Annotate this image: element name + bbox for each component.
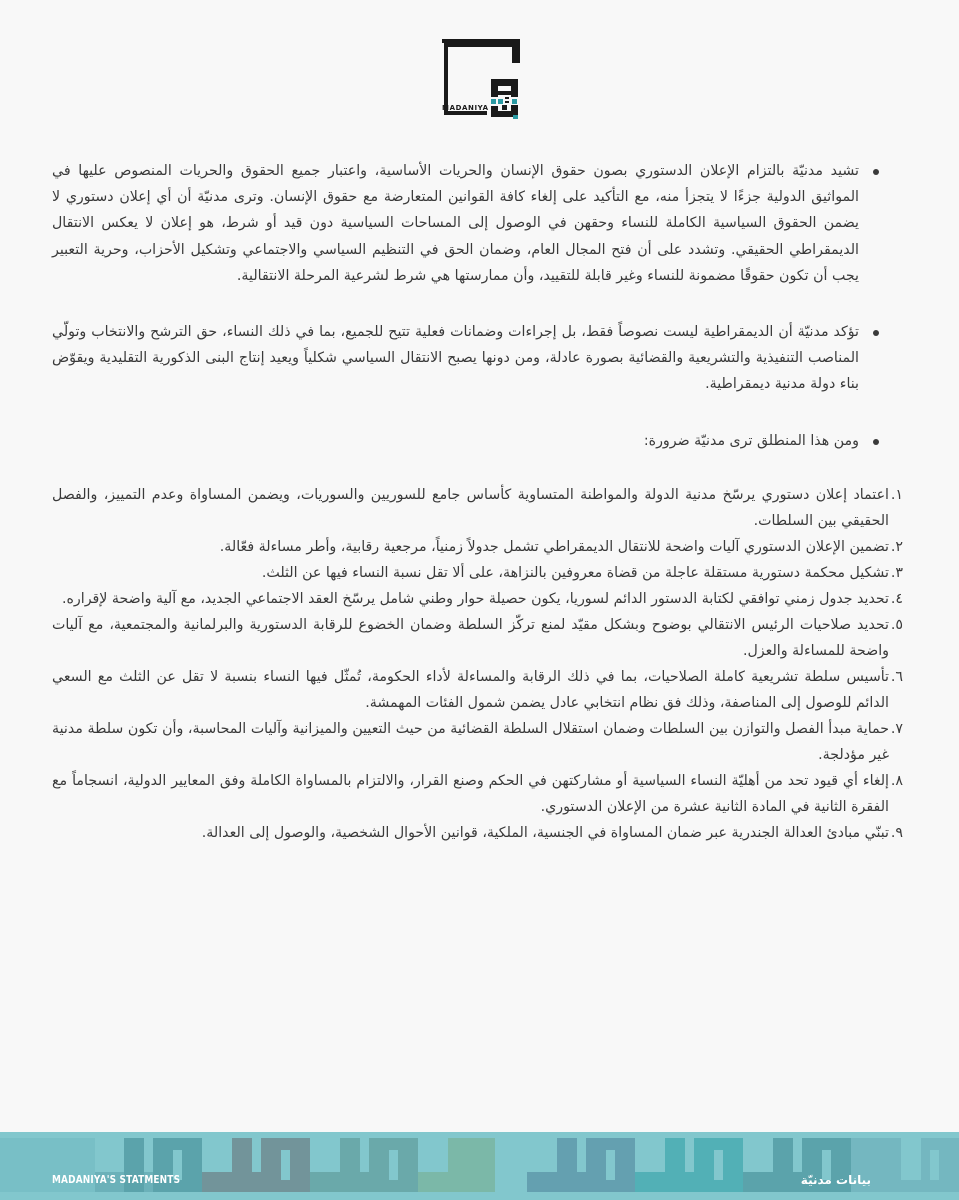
logo-brand-text: MADANIYA [442,104,489,112]
bullet-text: تشيد مدنيّة بالتزام الإعلان الدستوري بصون حقوق الإنسان والحريات الأساسية، واعتبار جميع الحقوق والحريات المنصوص عليها في المواثيق الدولية جزءًا لا يتجزأ منه، مع التأكيد على إلغاء كافة القوانين المتعارضة مع حقوق الإنسان. وترى مدنيّة أن أي إعلان دستوري لا يضمن الحقوق السياسية الكاملة للنساء وحقهن في الوصول إلى المساحات السياسية دون قيد أو شرط، هو إعلان لا يعكس الانتقال الديمقراطي الحقيقي. وتشدد على أن فتح المجال العام، وضمان الحق في التنظيم السياسي والاجتماعي وتشكيل الأحزاب، وحرية التعبير يجب أن تكون حقوقًا مضمونة للنساء وغير قابلة للتقييد، وأن ممارستها هي شرط لشرعية المرحلة الانتقالية. [52,163,859,284]
demand-number: ٨. [890,772,903,789]
demand-number: ٢. [890,538,903,555]
demand-item [52,586,903,612]
demand-text: حماية مبدأ الفصل والتوازن بين السلطات وضمان استقلال السلطة القضائية من حيث التعيين والميزانية وآليات المحاسبة، وأن تكون سلطة مدنية غير مؤدلجة. [52,720,889,763]
demand-text: تشكيل محكمة دستورية مستقلة عاجلة من قضاة معروفين بالنزاهة، على ألا تقل نسبة النساء فيها عن الثلث. [261,564,889,581]
bullet-list [52,158,881,454]
footer-kufic-pattern [0,1132,959,1200]
demand-item [52,820,903,846]
demand-item [52,534,903,560]
demand-number: ٧. [890,720,903,737]
demand-text: تأسيس سلطة تشريعية كاملة الصلاحيات، بما في ذلك الرقابة والمساءلة لأداء الحكومة، تُمثّل فيها النساء بنسبة لا تقل عن الثلث مع السعي الدائم للوصول إلى المناصفة، وذلك فق نظام انتخابي عادل يضمن شمول الفئات المهمشة. [52,668,889,711]
demand-item [52,716,903,768]
demand-text: تضمين الإعلان الدستوري آليات واضحة للانتقال الديمقراطي تشمل جدولاً زمنياً، مرجعية رقابية، وأطر مساءلة فعّالة. [219,538,889,555]
demands-list [52,482,903,846]
demand-number: ٤. [890,590,903,607]
bullet-item [52,158,881,289]
demand-text: اعتماد إعلان دستوري يرسّخ مدنية الدولة والمواطنة المتساوية كأساس جامع للسوريين والسوريات، ويضمن المساواة وعدم التمييز، والفصل الحقيقي بين السلطات. [52,486,889,529]
madaniya-logo [440,39,520,119]
statement-body [52,158,903,846]
footer-banner [0,1132,959,1200]
bullet-text: تؤكد مدنيّة أن الديمقراطية ليست نصوصاً فقط، بل إجراءات وضمانات فعلية تتيح للجميع، بما في ذلك النساء، حق الترشح والانتخاب وتولّي المناصب التنفيذية والتشريعية والقضائية بصورة عادلة، ومن دونها يصبح الانتقال السياسي شكلياً ويعيد إنتاج البنى الذكورية التقليدية ويقوّض بناء دولة مدنية ديمقراطية. [52,324,859,393]
demand-number: ١. [890,486,903,503]
demand-item [52,612,903,664]
bullet-text: ومن هذا المنطلق ترى مدنيّة ضرورة: [643,432,859,449]
demand-item [52,768,903,820]
bullet-item [52,428,881,454]
demand-number: ٩. [890,824,903,841]
footer-label-english: MADANIYA'S STATMENTS [52,1174,181,1186]
demand-number: ٦. [890,668,903,685]
demand-item [52,482,903,534]
bullet-dot-icon [873,439,879,445]
bullet-dot-icon [873,330,879,336]
demand-text: تحديد جدول زمني توافقي لكتابة الدستور الدائم لسوريا، يكون حصيلة حوار وطني شامل يرسّخ العقد الاجتماعي الجديد، مع آلية واضحة لإقراره. [61,590,889,607]
bullet-dot-icon [873,169,879,175]
demand-text: تبنّي مبادئ العدالة الجندرية عبر ضمان المساواة في الجنسية، الملكية، قوانين الأحوال الشخصية، والوصول إلى العدالة. [201,824,889,841]
demand-number: ٥. [890,616,903,633]
demand-item [52,560,903,586]
footer-label-arabic: بيانات مدنيّة [800,1173,871,1187]
demand-number: ٣. [890,564,903,581]
demand-text: إلغاء أي قيود تحد من أهليّة النساء السياسية أو مشاركتهن في الحكم وصنع القرار، والالتزام بالمساواة الكاملة وفق المعايير الدولية، انسجاماً مع الفقرة الثانية في المادة الثانية عشرة من الإعلان الدستوري. [52,772,889,815]
bullet-item [52,319,881,398]
demand-text: تحديد صلاحيات الرئيس الانتقالي بوضوح وبشكل مقيّد لمنع تركّز السلطة وضمان الخضوع للرقابة الدستورية والبرلمانية والمجتمعية، مع آليات واضحة للمساءلة والعزل. [52,616,889,659]
demand-item [52,664,903,716]
